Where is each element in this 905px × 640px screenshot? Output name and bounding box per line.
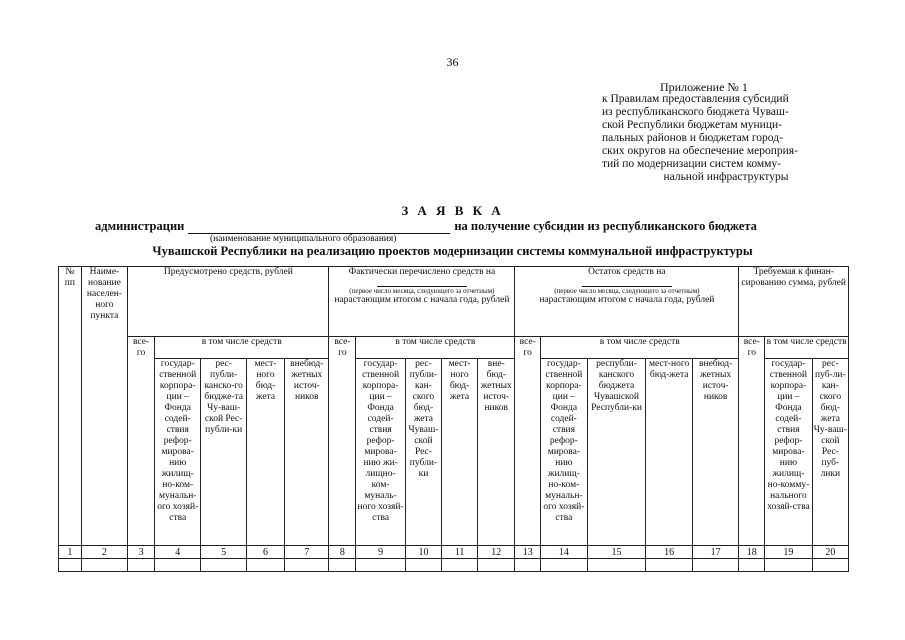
empty-cell[interactable] <box>285 559 329 572</box>
header-required: Требуемая к финан-сированию сумма, рублей <box>739 267 849 337</box>
empty-cell[interactable] <box>356 559 406 572</box>
blank-caption: (наименование муниципального образования) <box>210 234 397 244</box>
incl-header: в том числе средств <box>541 337 739 359</box>
column-number: 20 <box>812 546 848 559</box>
incl-header: в том числе средств <box>765 337 849 359</box>
form-heading: З А Я В К А <box>401 203 504 218</box>
incl-header: в том числе средств <box>155 337 329 359</box>
appendix-line: тий по модернизации систем комму- <box>602 158 781 170</box>
empty-cell[interactable] <box>739 559 765 572</box>
line1-left: администрации <box>95 219 185 233</box>
empty-cell[interactable] <box>515 559 541 572</box>
appendix-title: Приложение № 1 <box>660 80 748 94</box>
column-number: 19 <box>765 546 812 559</box>
form-line-2: Чувашской Республики на реализацию проектов модернизации системы коммунальной инфраструктуры <box>152 244 753 258</box>
col-header: государ-ственной корпора-ции – Фонда содей-ствия рефор-мирова-нию жилищ-но-комму-нального хозяй-ства <box>765 359 812 546</box>
column-number: 4 <box>155 546 201 559</box>
appendix-text <box>602 93 850 184</box>
remainder-caption: (первое число месяца, следующего за отчетным) <box>554 287 700 295</box>
column-number: 11 <box>442 546 478 559</box>
header-no: № пп <box>59 267 82 546</box>
remainder-bottom: нарастающим итогом с начала года, рублей <box>539 295 715 305</box>
remainder-top: Остаток средств на <box>588 267 666 277</box>
municipality-blank <box>188 221 450 234</box>
empty-cell[interactable] <box>246 559 284 572</box>
col-header: внебюд-жетных источ-ников <box>692 359 738 546</box>
empty-cell[interactable] <box>201 559 246 572</box>
col-header: рес-пуб-ли-кан-ского бюд-жета Чу-ваш-ской Рес-пуб-лики <box>812 359 848 546</box>
total-header: все-го <box>329 337 356 546</box>
column-number: 12 <box>478 546 515 559</box>
column-number: 6 <box>246 546 284 559</box>
empty-cell[interactable] <box>646 559 692 572</box>
appendix-line: нальной инфраструктуры <box>663 171 789 183</box>
empty-cell[interactable] <box>59 559 82 572</box>
column-number: 10 <box>405 546 441 559</box>
col-header: рес-публи-кан-ского бюд-жета Чуваш-ской Рес-публи-ки <box>405 359 441 546</box>
column-number: 16 <box>646 546 692 559</box>
empty-cell[interactable] <box>478 559 515 572</box>
incl-header: в том числе средств <box>356 337 515 359</box>
transferred-blank <box>377 278 467 287</box>
col-header: мест-ного бюд-жета <box>646 359 692 546</box>
appendix-line: пальных районов и бюджетам город- <box>602 132 783 144</box>
col-header: государ-ственной корпора-ции – Фонда содей-ствия рефор-мирова-нию жилищ-но-ком-мунальн-ого хозяй-ства <box>155 359 201 546</box>
empty-cell[interactable] <box>405 559 441 572</box>
appendix-line: из республиканского бюджета Чуваш- <box>602 106 789 118</box>
col-header: государ-ственной корпора-ции – Фонда содей-ствия рефор-мирова-нию жилищ-но-ком-мунальн-ого хозяй-ства <box>541 359 587 546</box>
empty-cell[interactable] <box>128 559 155 572</box>
col-header: рес-публи-канско-го бюдже-та Чу-ваш-ской Рес-публи-ки <box>201 359 246 546</box>
column-number: 15 <box>587 546 646 559</box>
form-line-1 <box>95 219 757 234</box>
appendix-line: ских округов на обеспечение мероприя- <box>602 145 798 157</box>
col-header: вне-бюд-жетных источ-ников <box>478 359 515 546</box>
header-provided: Предусмотрено средств, рублей <box>128 267 329 337</box>
column-number: 3 <box>128 546 155 559</box>
transferred-bottom: нарастающим итогом с начала года, рублей <box>334 295 510 305</box>
header-remainder <box>515 267 739 337</box>
column-number: 18 <box>739 546 765 559</box>
empty-cell[interactable] <box>155 559 201 572</box>
appendix-line: к Правилам предоставления субсидий <box>602 93 789 105</box>
header-transferred <box>329 267 515 337</box>
column-number: 5 <box>201 546 246 559</box>
column-number: 17 <box>692 546 738 559</box>
transferred-caption: (первое число месяца, следующего за отчетным) <box>349 287 495 295</box>
empty-cell[interactable] <box>587 559 646 572</box>
application-table <box>58 266 849 572</box>
column-number: 8 <box>329 546 356 559</box>
page-number: 36 <box>446 55 459 69</box>
remainder-blank <box>582 278 672 287</box>
column-number: 1 <box>59 546 82 559</box>
empty-cell[interactable] <box>692 559 738 572</box>
col-header: республи-канского бюджета Чувашской Республи-ки <box>587 359 646 546</box>
empty-cell[interactable] <box>541 559 587 572</box>
col-header: внебюд-жетных источ-ников <box>285 359 329 546</box>
line1-right: на получение субсидии из республиканского бюджета <box>454 219 757 233</box>
empty-cell[interactable] <box>442 559 478 572</box>
appendix-line: ской Республики бюджетам муници- <box>602 119 782 131</box>
total-header: все-го <box>515 337 541 546</box>
empty-cell[interactable] <box>81 559 127 572</box>
column-number: 9 <box>356 546 406 559</box>
col-header: мест-ного бюд-жета <box>246 359 284 546</box>
empty-cell[interactable] <box>812 559 848 572</box>
empty-cell[interactable] <box>329 559 356 572</box>
header-settlement: Наиме-нование населен-ного пункта <box>81 267 127 546</box>
column-number: 7 <box>285 546 329 559</box>
col-header: мест-ного бюд-жета <box>442 359 478 546</box>
empty-cell[interactable] <box>765 559 812 572</box>
total-header: все-го <box>128 337 155 546</box>
transferred-top: Фактически перечислено средств на <box>348 267 496 277</box>
col-header: государ-ственной корпора-ции – Фонда содей-ствия рефор-мирова-нию жи-лищно-ком-муналь-ного хозяй-ства <box>356 359 406 546</box>
column-number: 13 <box>515 546 541 559</box>
total-header: все-го <box>739 337 765 546</box>
column-number: 14 <box>541 546 587 559</box>
column-number: 2 <box>81 546 127 559</box>
